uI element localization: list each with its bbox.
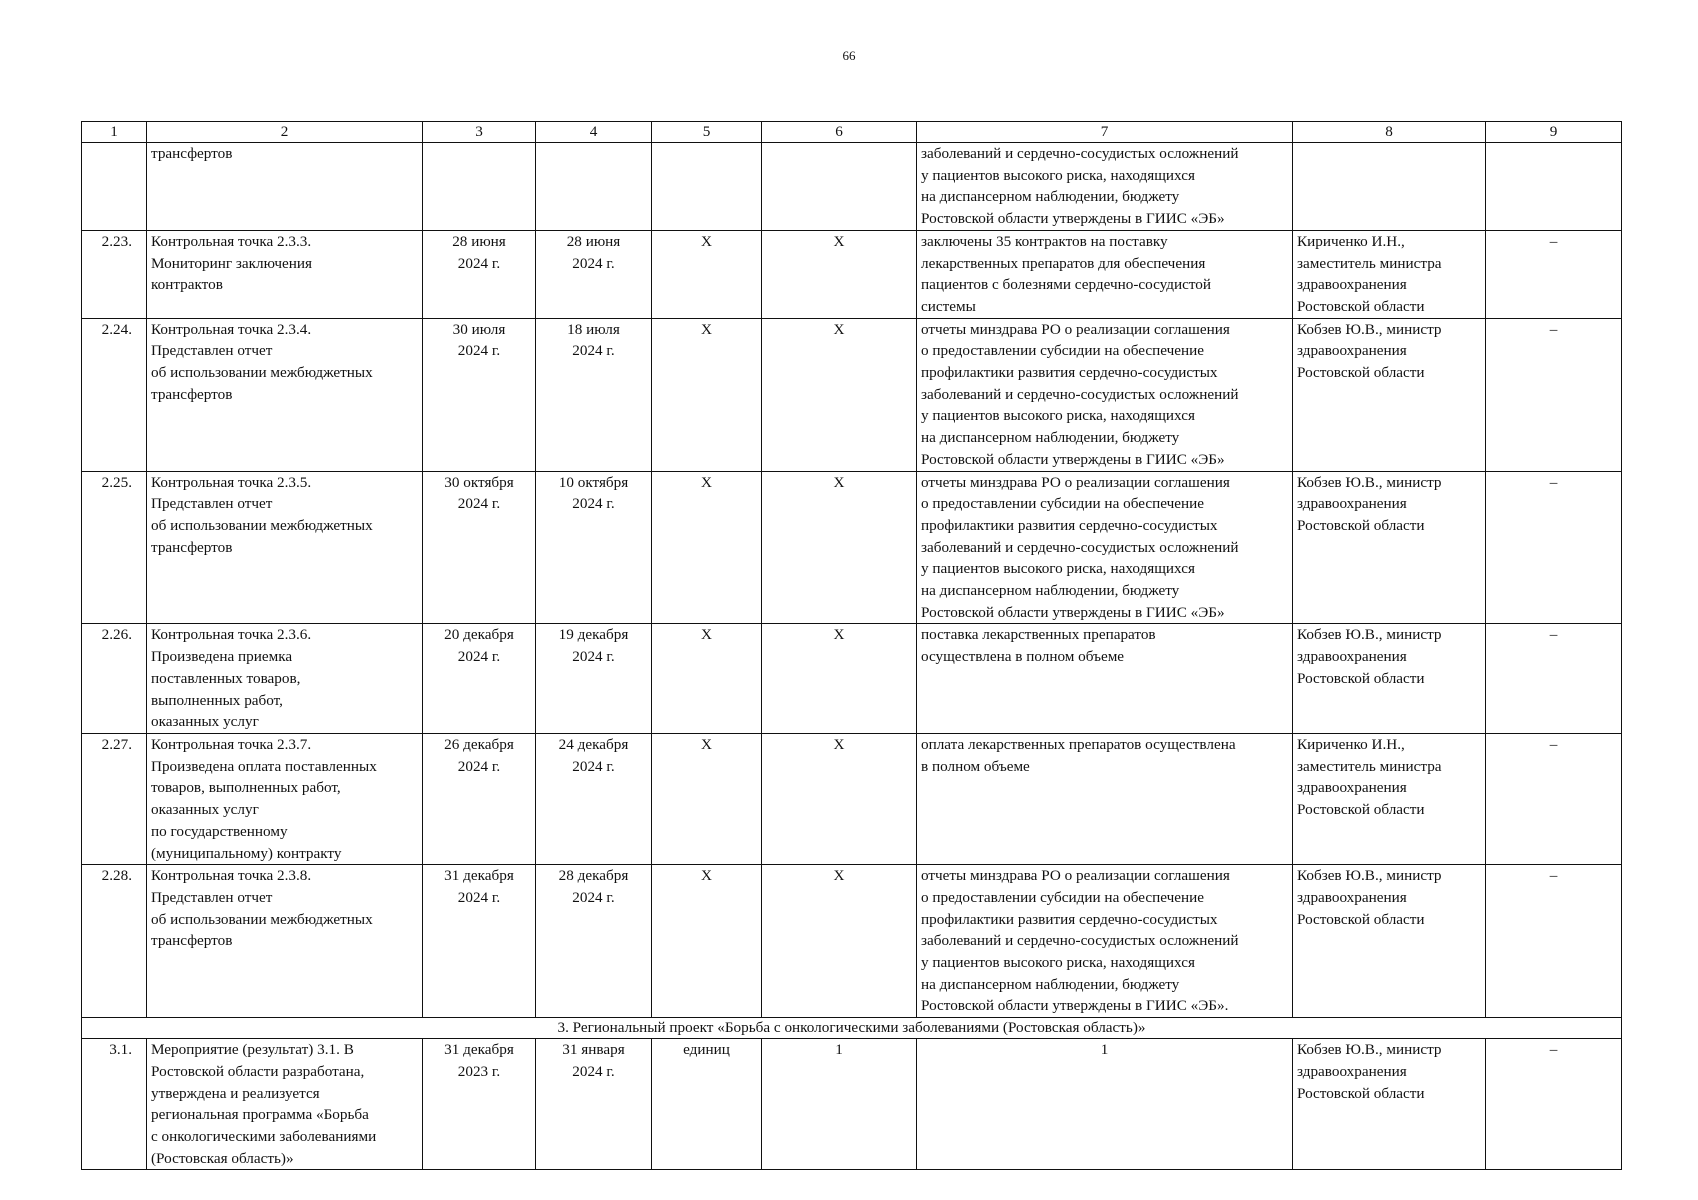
fact-date: 28 декабря 2024 г. [536,865,652,1018]
responsible [1293,143,1486,231]
note [1486,143,1622,231]
row-number: 2.28. [82,865,147,1018]
plan-value: Х [762,471,917,624]
note: – [1486,1039,1622,1170]
event-name: Контрольная точка 2.3.7. Произведена оплата поставленных товаров, выполненных работ, оказанных услуг по государственному (муниципальному) контракту [147,733,423,864]
result: оплата лекарственных препаратов осуществлена в полном объеме [917,733,1293,864]
column-header: 8 [1293,122,1486,143]
responsible: Кириченко И.Н., заместитель министра здравоохранения Ростовской области [1293,733,1486,864]
event-name: Контрольная точка 2.3.4. Представлен отчет об использовании межбюджетных трансфертов [147,318,423,471]
note: – [1486,733,1622,864]
column-header: 3 [423,122,536,143]
plan-date [423,143,536,231]
note: – [1486,624,1622,734]
page-number: 66 [842,48,856,63]
plan-date: 31 декабря 2024 г. [423,865,536,1018]
column-header: 4 [536,122,652,143]
event-name: Мероприятие (результат) 3.1. В Ростовской области разработана, утверждена и реализуется региональная программа «Борьба с онкологическими заболеваниями (Ростовская область)» [147,1039,423,1170]
table-row [82,865,1622,1018]
table-row [82,1039,1622,1170]
note: – [1486,230,1622,318]
event-name: Контрольная точка 2.3.3. Мониторинг заключения контрактов [147,230,423,318]
responsible: Кириченко И.Н., заместитель министра здравоохранения Ростовской области [1293,230,1486,318]
responsible: Кобзев Ю.В., министр здравоохранения Ростовской области [1293,865,1486,1018]
fact-date: 19 декабря 2024 г. [536,624,652,734]
responsible: Кобзев Ю.В., министр здравоохранения Ростовской области [1293,624,1486,734]
table-row [82,624,1622,734]
fact-date [536,143,652,231]
column-header: 9 [1486,122,1622,143]
row-number [82,143,147,231]
event-name: Контрольная точка 2.3.8. Представлен отчет об использовании межбюджетных трансфертов [147,865,423,1018]
plan-date: 28 июня 2024 г. [423,230,536,318]
plan-date: 30 октября 2024 г. [423,471,536,624]
note: – [1486,865,1622,1018]
note: – [1486,471,1622,624]
header-row [82,122,1622,143]
fact-date: 18 июля 2024 г. [536,318,652,471]
section-heading: 3. Региональный проект «Борьба с онкологическими заболеваниями (Ростовская область)» [82,1018,1622,1039]
plan-value: Х [762,624,917,734]
note: – [1486,318,1622,471]
plan-value: 1 [762,1039,917,1170]
column-header: 5 [652,122,762,143]
row-number: 3.1. [82,1039,147,1170]
event-name: трансфертов [147,143,423,231]
result: заболеваний и сердечно-сосудистых осложнений у пациентов высокого риска, находящихся на диспансерном наблюдении, бюджету Ростовской области утверждены в ГИИС «ЭБ» [917,143,1293,231]
plan-value: Х [762,865,917,1018]
plan-value: Х [762,318,917,471]
unit: Х [652,624,762,734]
plan-value: Х [762,733,917,864]
unit [652,143,762,231]
result: поставка лекарственных препаратов осуществлена в полном объеме [917,624,1293,734]
result: отчеты минздрава РО о реализации соглашения о предоставлении субсидии на обеспечение профилактики развития сердечно-сосудистых заболеваний и сердечно-сосудистых осложнений у пациентов высокого риска, находящихся на диспансерном наблюдении, бюджету Ростовской области утверждены в ГИИС «ЭБ» [917,318,1293,471]
plan-value [762,143,917,231]
section-heading-row [82,1018,1622,1039]
responsible: Кобзев Ю.В., министр здравоохранения Ростовской области [1293,1039,1486,1170]
unit: Х [652,733,762,864]
table-row [82,733,1622,864]
row-number: 2.27. [82,733,147,864]
result: отчеты минздрава РО о реализации соглашения о предоставлении субсидии на обеспечение профилактики развития сердечно-сосудистых заболеваний и сердечно-сосудистых осложнений у пациентов высокого риска, находящихся на диспансерном наблюдении, бюджету Ростовской области утверждены в ГИИС «ЭБ». [917,865,1293,1018]
fact-date: 24 декабря 2024 г. [536,733,652,864]
result: заключены 35 контрактов на поставку лекарственных препаратов для обеспечения пациентов с болезнями сердечно-сосудистой системы [917,230,1293,318]
table-row [82,471,1622,624]
result: отчеты минздрава РО о реализации соглашения о предоставлении субсидии на обеспечение профилактики развития сердечно-сосудистых заболеваний и сердечно-сосудистых осложнений у пациентов высокого риска, находящихся на диспансерном наблюдении, бюджету Ростовской области утверждены в ГИИС «ЭБ» [917,471,1293,624]
responsible: Кобзев Ю.В., министр здравоохранения Ростовской области [1293,318,1486,471]
row-number: 2.25. [82,471,147,624]
plan-date: 31 декабря 2023 г. [423,1039,536,1170]
event-name: Контрольная точка 2.3.5. Представлен отчет об использовании межбюджетных трансфертов [147,471,423,624]
table-row [82,230,1622,318]
column-header: 1 [82,122,147,143]
plan-date: 26 декабря 2024 г. [423,733,536,864]
plan-date: 30 июля 2024 г. [423,318,536,471]
event-name: Контрольная точка 2.3.6. Произведена приемка поставленных товаров, выполненных работ, оказанных услуг [147,624,423,734]
row-number: 2.23. [82,230,147,318]
unit: Х [652,471,762,624]
fact-date: 31 января 2024 г. [536,1039,652,1170]
unit: Х [652,230,762,318]
plan-value: Х [762,230,917,318]
unit: единиц [652,1039,762,1170]
plan-date: 20 декабря 2024 г. [423,624,536,734]
report-table [81,121,1622,1170]
table-row [82,318,1622,471]
unit: Х [652,318,762,471]
fact-date: 28 июня 2024 г. [536,230,652,318]
table-row [82,143,1622,231]
result: 1 [917,1039,1293,1170]
fact-date: 10 октября 2024 г. [536,471,652,624]
responsible: Кобзев Ю.В., министр здравоохранения Ростовской области [1293,471,1486,624]
row-number: 2.26. [82,624,147,734]
column-header: 6 [762,122,917,143]
column-header: 2 [147,122,423,143]
column-header: 7 [917,122,1293,143]
row-number: 2.24. [82,318,147,471]
unit: Х [652,865,762,1018]
